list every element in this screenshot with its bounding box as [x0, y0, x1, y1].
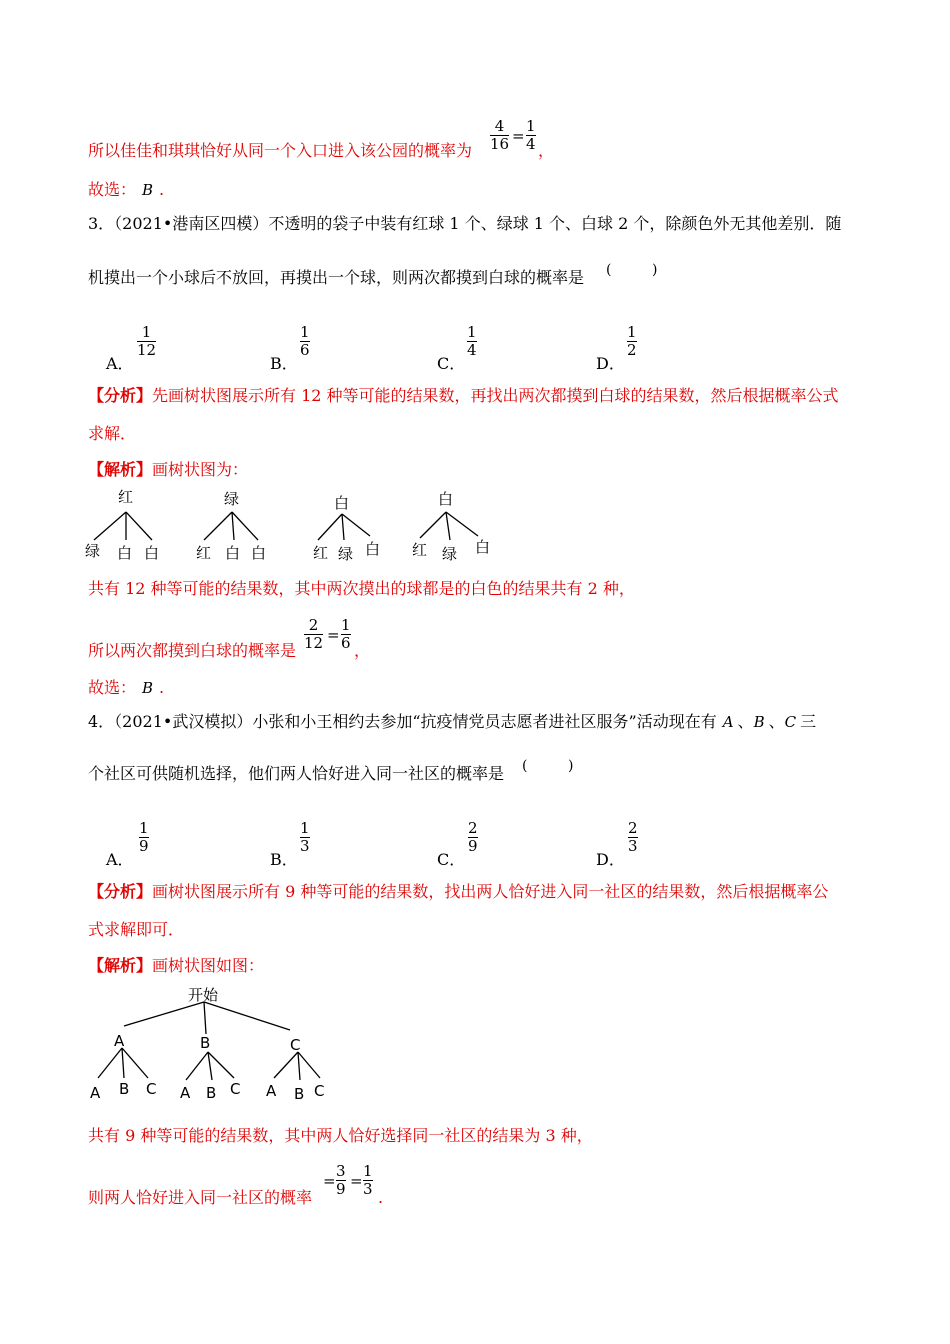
paren: (	[606, 262, 612, 278]
answer-var: B	[142, 181, 154, 199]
numerator: 1	[300, 819, 310, 837]
q4-analysis-line2	[88, 920, 184, 940]
answer-var: B	[142, 679, 154, 697]
denominator: 3	[628, 837, 638, 855]
equals-sign	[327, 627, 340, 644]
denominator: 6	[300, 341, 310, 359]
numerator: 1	[526, 117, 536, 135]
tree2-leaf3: 白	[251, 544, 267, 562]
equals-sign	[350, 1173, 363, 1190]
option-label: A．	[106, 850, 134, 869]
q3-paren-close	[652, 262, 657, 278]
q4-text1-end: 三	[800, 712, 817, 731]
eq: =	[327, 626, 340, 644]
q4-tree-diagram	[84, 982, 344, 1106]
solution-tag: 【解析】	[88, 956, 153, 975]
prob-text: 所以两次都摸到白球的概率是	[88, 641, 297, 660]
denominator: 4	[467, 341, 477, 359]
tree3-leaf1: 红	[313, 544, 329, 562]
denominator: 12	[137, 341, 157, 359]
numerator: 4	[494, 117, 505, 135]
denominator: 12	[304, 634, 324, 652]
tree3-leaf3: 白	[365, 540, 381, 558]
eq: =	[512, 127, 525, 145]
analysis-tag: 【分析】	[88, 882, 153, 901]
q4-line2	[88, 764, 504, 784]
answer-line-prev	[88, 180, 164, 200]
tree1-leaf2: 白	[117, 544, 133, 562]
q3-answer	[88, 678, 164, 698]
result-text: 共有 12 种等可能的结果数，其中两次摸出的球都是的白色的结果共有 2 种，	[88, 579, 635, 598]
analysis-text2: 求解．	[88, 424, 137, 443]
comma-text: ，	[354, 641, 371, 660]
tree1-root: 红	[118, 488, 134, 506]
q4-option-d-frac	[628, 820, 638, 855]
denominator: 9	[468, 837, 478, 855]
eq: =	[350, 1172, 363, 1190]
tree1-leaf1: 绿	[85, 542, 101, 560]
tree-c-leaf2: B	[294, 1085, 305, 1103]
paren: (	[522, 758, 528, 774]
fraction-1-6	[341, 617, 351, 652]
solution-text: 画树状图如图：	[152, 956, 265, 975]
numerator: 3	[336, 1162, 346, 1180]
numerator: 1	[363, 1162, 373, 1180]
period: .	[159, 180, 165, 199]
tree-b-leaf1: A	[180, 1084, 191, 1102]
q3-option-b-frac	[300, 324, 310, 359]
q3-line1	[88, 214, 841, 234]
q3-text1: 3．（2021•港南区四模）不透明的袋子中装有红球 1 个、绿球 1 个、白球 2 个，除颜色外无其他差别．随	[88, 214, 842, 233]
tree-a-leaf1: A	[90, 1084, 101, 1102]
fraction-1-3	[363, 1163, 373, 1198]
q4-paren-open	[522, 758, 527, 774]
denominator: 9	[336, 1180, 346, 1198]
result-text: 共有 9 种等可能的结果数，其中两人恰好选择同一社区的结果为 3 种，	[88, 1126, 593, 1145]
tree-a-leaf3: C	[146, 1080, 157, 1098]
q4-option-a[interactable]	[106, 847, 134, 870]
tree2-root: 绿	[224, 490, 240, 508]
prob-text: 则两人恰好进入同一社区的概率	[88, 1188, 313, 1207]
answer-label: 故选：	[88, 678, 137, 697]
tree-b-leaf2: B	[206, 1084, 217, 1102]
tree3-root: 白	[334, 494, 350, 512]
tree1-leaf3: 白	[144, 544, 160, 562]
sep: 、	[737, 712, 754, 731]
denominator: 2	[627, 341, 637, 359]
paren: )	[568, 758, 574, 774]
q4-line1	[88, 712, 816, 732]
var-a: A	[722, 713, 734, 731]
denominator: 6	[341, 634, 351, 652]
fraction-4-16	[490, 118, 509, 153]
q4-option-c-frac	[468, 820, 478, 855]
q4-prob-statement	[88, 1188, 312, 1208]
q3-tree-diagram	[80, 484, 510, 564]
numerator: 1	[141, 323, 152, 341]
numerator: 2	[308, 616, 319, 634]
solution-text: 画树状图为：	[152, 460, 249, 479]
q4-option-d[interactable]	[596, 847, 625, 870]
prob-text: 所以佳佳和琪琪恰好从同一个入口进入该公园的概率为	[88, 141, 473, 160]
q3-option-d-frac	[627, 324, 637, 359]
tree-node-a: A	[114, 1032, 125, 1050]
numerator: 1	[341, 616, 351, 634]
analysis-text2: 式求解即可．	[88, 920, 185, 939]
q3-option-c-frac	[467, 324, 477, 359]
q4-text2: 个社区可供随机选择，他们两人恰好进入同一社区的概率是	[88, 764, 505, 783]
q4-option-a-frac	[139, 820, 149, 855]
var-b: B	[753, 713, 765, 731]
tree2-leaf1: 红	[196, 544, 212, 562]
comma	[538, 141, 554, 161]
analysis-text1: 先画树状图展示所有 12 种等可能的结果数，再找出两次都摸到白球的结果数，然后根据概率公式	[152, 386, 839, 405]
denominator: 3	[300, 837, 310, 855]
option-label: B．	[270, 354, 298, 373]
q3-option-a[interactable]	[106, 351, 134, 374]
option-label: D．	[596, 354, 625, 373]
tree2-leaf2: 白	[225, 544, 241, 562]
option-label: C．	[437, 354, 466, 373]
equals-sign	[323, 1173, 336, 1190]
tree-b-leaf3: C	[230, 1080, 241, 1098]
numerator: 2	[468, 819, 478, 837]
tree-root: 开始	[188, 986, 219, 1004]
tree4-leaf3: 白	[475, 538, 491, 556]
q3-option-c[interactable]	[437, 351, 465, 374]
numerator: 2	[628, 819, 638, 837]
q4-option-b-frac	[300, 820, 310, 855]
option-label: A．	[106, 354, 134, 373]
numerator: 1	[627, 323, 637, 341]
period: .	[159, 678, 165, 697]
answer-label: 故选：	[88, 180, 137, 199]
comma-text: ，	[538, 141, 555, 160]
q3-option-d[interactable]	[596, 351, 625, 374]
q3-option-a-frac	[137, 324, 156, 359]
q3-analysis-line2	[88, 424, 136, 444]
q3-result	[88, 579, 635, 599]
analysis-tag: 【分析】	[88, 386, 153, 405]
period-text: .	[378, 1188, 384, 1207]
fraction-3-9	[336, 1163, 346, 1198]
q4-analysis	[88, 882, 828, 902]
sep: 、	[768, 712, 785, 731]
denominator: 9	[139, 837, 149, 855]
fraction-1-4	[526, 118, 536, 153]
numerator: 1	[467, 323, 477, 341]
period	[378, 1188, 383, 1208]
eq: =	[323, 1172, 336, 1190]
tree-node-b: B	[200, 1034, 211, 1052]
q3-analysis	[88, 386, 839, 406]
tree-a-leaf2: B	[119, 1080, 130, 1098]
option-label: D．	[596, 850, 625, 869]
q4-text1: 4．（2021•武汉模拟）小张和小王相约去参加“抗疫情党员志愿者进社区服务”活动现在有	[88, 712, 717, 731]
q3-option-b[interactable]	[270, 351, 298, 374]
analysis-text1: 画树状图展示所有 9 种等可能的结果数，找出两人恰好进入同一社区的结果数，然后根据概率公	[152, 882, 829, 901]
numerator: 1	[300, 323, 310, 341]
denominator: 16	[490, 135, 510, 153]
tree4-leaf2: 绿	[442, 545, 458, 563]
q3-text2: 机摸出一个小球后不放回，再摸出一个球，则两次都摸到白球的概率是	[88, 268, 585, 287]
denominator: 4	[526, 135, 536, 153]
tree3-leaf2: 绿	[338, 545, 354, 563]
solution-tag: 【解析】	[88, 460, 153, 479]
q4-option-b[interactable]	[270, 847, 298, 870]
tree-c-leaf1: A	[266, 1082, 277, 1100]
comma	[354, 641, 370, 661]
numerator: 1	[139, 819, 149, 837]
q4-paren-close	[568, 758, 573, 774]
option-label: B．	[270, 850, 298, 869]
paren: )	[652, 262, 658, 278]
equals-sign	[512, 128, 525, 145]
tree4-root: 白	[438, 490, 454, 508]
tree-c-leaf3: C	[314, 1082, 325, 1100]
prob-statement-prev	[88, 141, 472, 161]
q4-option-c[interactable]	[437, 847, 465, 870]
denominator: 3	[363, 1180, 373, 1198]
tree4-leaf1: 红	[412, 541, 428, 559]
tree-node-c: C	[290, 1036, 301, 1054]
q3-paren-open	[606, 262, 611, 278]
q3-line2	[88, 268, 584, 288]
var-c: C	[784, 713, 797, 731]
q3-solution	[88, 460, 248, 480]
fraction-2-12	[304, 617, 323, 652]
q4-result	[88, 1126, 593, 1146]
q3-prob-statement	[88, 641, 296, 661]
option-label: C．	[437, 850, 466, 869]
q4-solution	[88, 956, 264, 976]
